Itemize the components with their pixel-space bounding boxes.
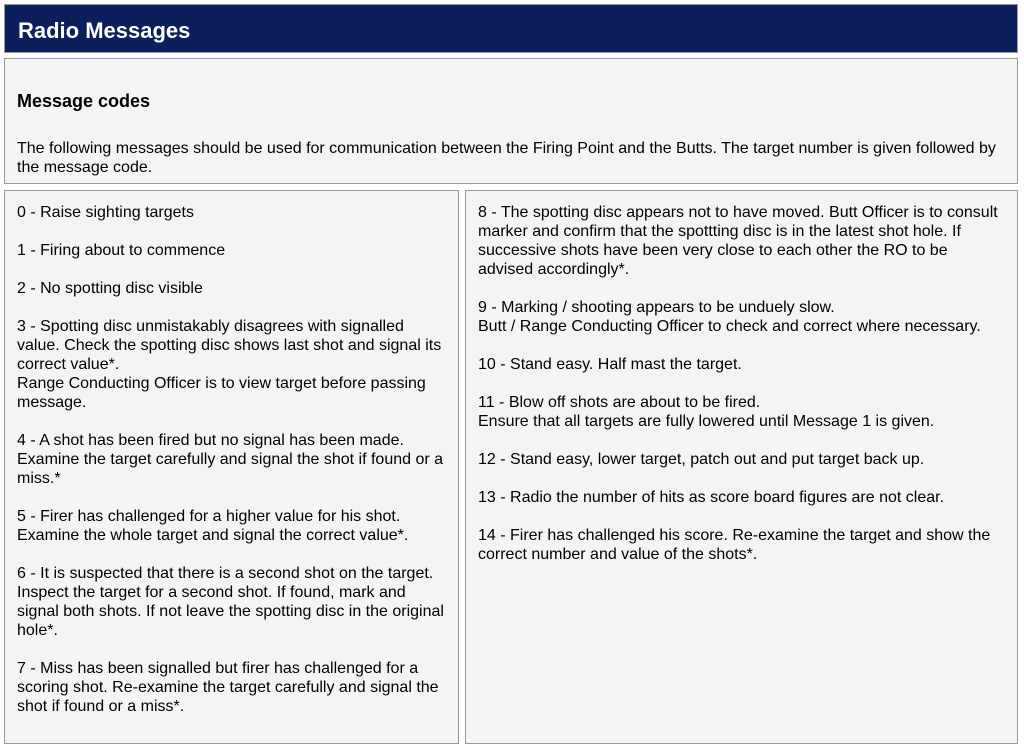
message-code-4 — [17, 431, 448, 488]
message-text: 6 - It is suspected that there is a second shot on the target. Inspect the target for a second shot. If found, mark and signal both shots. If not leave the spotting disc in the original hole*. — [17, 565, 444, 639]
message-text: Range Conducting Officer is to view target before passing message. — [17, 375, 426, 411]
message-code-10 — [478, 355, 1003, 374]
message-code-13 — [478, 488, 1003, 507]
page-title: Radio Messages — [18, 18, 191, 43]
message-text: 1 - Firing about to commence — [17, 242, 226, 259]
message-text: 4 - A shot has been fired but no signal has been made. Examine the target carefully and signal the shot if found or a miss.* — [17, 432, 444, 487]
title-bar — [4, 4, 1018, 53]
intro-panel — [4, 58, 1018, 184]
message-text: Ensure that all targets are fully lowered until Message 1 is given. — [478, 413, 935, 430]
message-text: 11 - Blow off shots are about to be fired. — [478, 394, 761, 411]
left-column — [4, 190, 459, 744]
message-code-12 — [478, 450, 1003, 469]
message-text: 9 - Marking / shooting appears to be unduely slow. — [478, 299, 835, 316]
message-code-9 — [478, 298, 1003, 336]
message-code-14 — [478, 526, 1003, 564]
message-text: 12 - Stand easy, lower target, patch out and put target back up. — [478, 451, 925, 468]
message-text: 7 - Miss has been signalled but firer has challenged for a scoring shot. Re-examine the target carefully and signal the shot if found or a miss*. — [17, 660, 439, 715]
message-code-6 — [17, 564, 448, 640]
message-code-3 — [17, 317, 448, 412]
section-heading: Message codes — [17, 91, 151, 111]
message-text: 3 - Spotting disc unmistakably disagrees with signalled value. Check the spotting disc shows last shot and signal its correct value*. — [17, 318, 442, 373]
message-text: 8 - The spotting disc appears not to have moved. Butt Officer is to consult marker and confirm that the spottting disc is in the latest shot hole. If successive shots have been very close to each other the RO to be advised accordingly*. — [478, 204, 998, 278]
right-column — [465, 190, 1018, 744]
message-text: 2 - No spotting disc visible — [17, 280, 203, 297]
message-code-8 — [478, 203, 1003, 279]
message-code-1 — [17, 241, 448, 260]
message-text: 0 - Raise sighting targets — [17, 204, 194, 221]
message-text: 13 - Radio the number of hits as score board figures are not clear. — [478, 489, 945, 506]
message-code-11 — [478, 393, 1003, 431]
message-text: Butt / Range Conducting Officer to check and correct where necessary. — [478, 318, 981, 335]
intro-text: The following messages should be used for communication between the Firing Point and the Butts. The target number is given followed by the message code. — [17, 140, 996, 176]
message-code-5 — [17, 507, 448, 545]
message-text: 14 - Firer has challenged his score. Re-examine the target and show the correct number and value of the shots*. — [478, 527, 991, 563]
message-code-0 — [17, 203, 448, 222]
message-text: 5 - Firer has challenged for a higher value for his shot. Examine the whole target and signal the correct value*. — [17, 508, 409, 544]
message-code-2 — [17, 279, 448, 298]
message-text: 10 - Stand easy. Half mast the target. — [478, 356, 742, 373]
message-code-7 — [17, 659, 448, 716]
